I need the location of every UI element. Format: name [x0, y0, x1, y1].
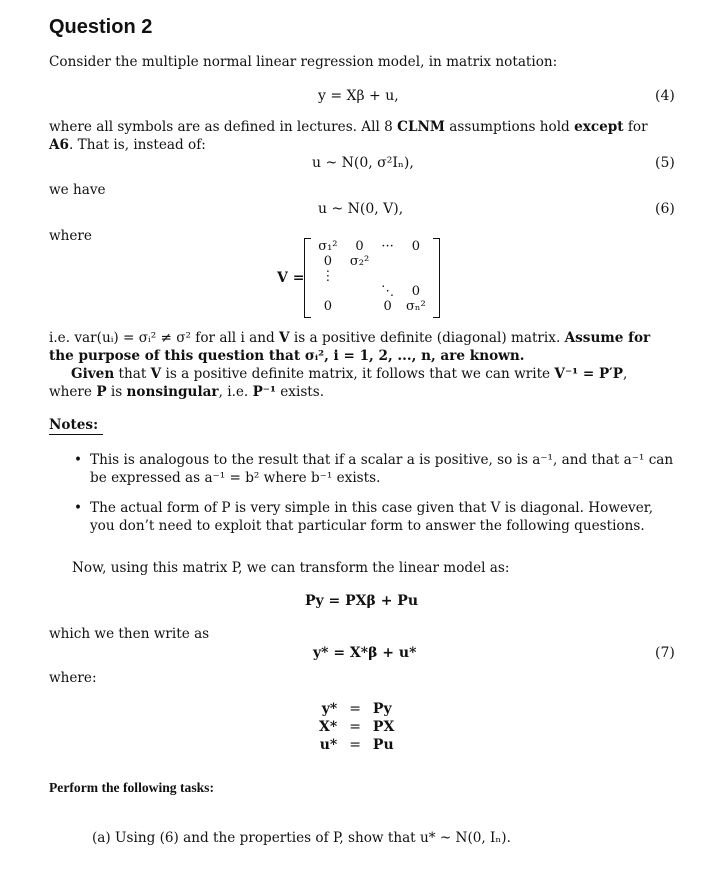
matrix-left-bracket	[304, 238, 311, 318]
matrix-row	[312, 269, 432, 284]
matrix-cell: 0	[323, 254, 332, 269]
matrix-cell	[400, 254, 432, 269]
tasks-heading: Perform the following tasks:	[49, 780, 214, 795]
matrix-cell: ···	[381, 239, 394, 254]
transform-equation: Py = PXβ + Pu	[305, 593, 419, 609]
matrix-cell	[344, 299, 376, 314]
matrix-cell	[375, 269, 399, 284]
equation-4-label: (4)	[655, 88, 675, 104]
matrix-cell: σ₂²	[349, 254, 370, 269]
matrix-right-bracket	[433, 238, 440, 318]
matrix-cell: 0	[411, 239, 421, 254]
matrix-cell: σ₁²	[318, 239, 338, 254]
assumption-paragraph: where all symbols are as defined in lectures. All 8 CLNM assumptions hold except for A6. That is, instead of:	[49, 119, 648, 153]
matrix-cell: ⋮	[321, 269, 335, 284]
matrix-row	[312, 254, 432, 269]
definition-row: y* = Py	[321, 701, 392, 717]
variance-matrix	[304, 238, 440, 318]
equation-6-label: (6)	[655, 201, 675, 217]
matrix-cell: σₙ²	[406, 299, 426, 314]
equation-4: y = Xβ + u,	[318, 88, 399, 104]
matrix-cell	[344, 269, 376, 284]
notes-heading: Notes:	[49, 417, 103, 435]
matrix-cell	[312, 284, 344, 299]
matrix-cell: 0	[383, 299, 392, 314]
where-text: where	[49, 228, 92, 244]
equation-7-label: (7)	[655, 645, 675, 661]
matrix-row	[312, 284, 432, 299]
matrix-row	[312, 239, 432, 254]
equation-5: u ~ N(0, σ²Iₙ),	[312, 155, 414, 171]
matrix-cell: ⋱	[381, 284, 395, 299]
equation-5-label: (5)	[655, 155, 675, 171]
matrix-cell	[400, 269, 432, 284]
matrix-cell: 0	[323, 299, 332, 314]
equation-6: u ~ N(0, V),	[318, 201, 404, 217]
matrix-cell	[344, 284, 376, 299]
note-item: • The actual form of P is very simple in this case given that V is diagonal. However, you don’t need to exploit that particular form to answer the following questions.	[74, 499, 674, 535]
matrix-cell: 0	[355, 239, 364, 254]
intro-text: Consider the multiple normal linear regression model, in matrix notation:	[49, 54, 558, 70]
definition-row: X* = PX	[319, 719, 395, 735]
given-paragraph: Given that V is a positive definite matrix, it follows that we can write V⁻¹ = P′P, where P is nonsingular, i.e. P⁻¹ exists.	[49, 366, 628, 400]
note-item: • This is analogous to the result that if a scalar a is positive, so is a⁻¹, and that a⁻¹ can be expressed as a⁻¹ = b² where b⁻¹ exists.	[74, 451, 674, 487]
notes-list	[74, 451, 674, 547]
which-text: which we then write as	[49, 626, 210, 642]
definition-row: u* = Pu	[319, 737, 394, 753]
matrix-row	[312, 299, 432, 314]
definitions-block	[313, 700, 400, 754]
matrix-lhs: V =	[277, 270, 305, 286]
equation-7: y* = X*β + u*	[313, 645, 417, 661]
transform-text: Now, using this matrix P, we can transform the linear model as:	[72, 560, 510, 576]
matrix-cell	[375, 254, 399, 269]
question-title: Question 2	[49, 16, 153, 38]
matrix-cell: 0	[411, 284, 421, 299]
we-have-text: we have	[49, 182, 106, 198]
variance-paragraph: i.e. var(uᵢ) = σᵢ² ≠ σ² for all i and V is a positive definite (diagonal) matrix. Assume for the purpose of this question that σᵢ², i = 1, 2, ..., n, are known.	[49, 330, 651, 364]
where-colon-text: where:	[49, 670, 97, 686]
task-a: (a) Using (6) and the properties of P, show that u* ~ N(0, Iₙ).	[92, 830, 511, 846]
